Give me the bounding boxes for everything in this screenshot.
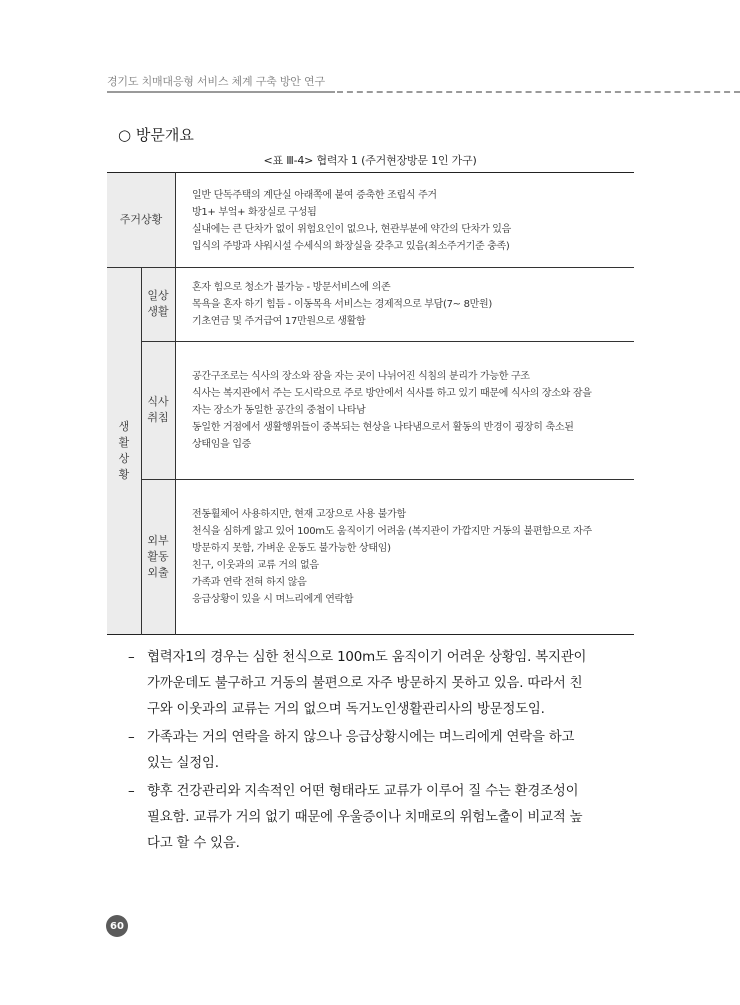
meal-sleep-line: 상태임을 입증 (192, 438, 252, 450)
housing-line: 방1+ 부엌+ 화장실로 구성됨 (192, 207, 317, 218)
meal-sleep-line: 동일한 거점에서 생활행위들이 중복되는 현상을 나타냄으로서 활동의 반경이 굉장히 축소된 (192, 421, 574, 433)
header-rule (107, 91, 335, 93)
bullet-mark: – (128, 650, 135, 665)
body-text (128, 645, 638, 859)
housing-line: 실내에는 큰 단차가 없이 위험요인이 없으나, 현관부분에 약간의 단차가 있음 (192, 224, 511, 235)
bullet-text (147, 725, 638, 777)
bullet-line: 가까운데도 불구하고 거동의 불편으로 자주 방문하지 못하고 있음. 따라서 친 (147, 676, 583, 691)
daily-life-label-cell (141, 267, 175, 341)
housing-line: 입식의 주방과 샤워시설 수세식의 화장실을 갖추고 있음(최소주거기준 충족) (192, 241, 510, 252)
outdoor-line: 천식을 심하게 앓고 있어 100m도 움직이기 어려움 (복지관이 가깝지만 거동의 불편함으로 자주 (192, 526, 592, 537)
meal-sleep-line: 공간구조로는 식사의 장소와 잠을 자는 곳이 나뉘어진 식침의 분리가 가능한 구조 (192, 370, 530, 382)
living-label-char: 황 (118, 468, 130, 481)
bullet-mark: – (128, 730, 135, 745)
meal-sleep-line: 식사는 복지관에서 주는 도시락으로 주로 방안에서 식사를 하고 있기 때문에 식사의 장소와 잠을 (192, 387, 592, 399)
meal-sleep-label-line: 취침 (147, 411, 169, 424)
outdoor-line: 전동휠체어 사용하지만, 현재 고장으로 사용 불가함 (192, 509, 406, 520)
meal-sleep-label-line: 식사 (147, 395, 169, 408)
table-column-rule (141, 267, 142, 635)
meal-sleep-content (175, 350, 626, 470)
table-row-rule (141, 341, 634, 342)
outdoor-label-line: 활동 (147, 550, 169, 563)
daily-life-label-line: 생활 (147, 305, 169, 318)
living-label-char: 활 (118, 436, 130, 449)
housing-label: 주거상황 (119, 212, 163, 226)
bullet-line: 필요함. 교류가 거의 없기 때문에 우울증이나 치매로의 위험노출이 비교적 높 (147, 810, 583, 825)
outdoor-line: 친구, 이웃과의 교류 거의 없음 (192, 560, 319, 571)
daily-life-line: 혼자 힘으로 청소가 불가능 - 방문서비스에 의존 (192, 281, 391, 293)
living-label-char: 생 (118, 420, 130, 433)
table-top-rule (107, 172, 634, 173)
bullet-item (128, 779, 638, 857)
section-heading: ○ 방문개요 (118, 126, 194, 144)
bullet-line: 있는 실정임. (147, 756, 219, 771)
daily-life-label-line: 일상 (147, 289, 169, 302)
outdoor-line: 응급상황이 있을 시 며느리에게 연락함 (192, 594, 354, 605)
page-number: 60 (106, 915, 128, 937)
meal-sleep-label-cell (141, 341, 175, 479)
bullet-line: 다고 할 수 있음. (147, 836, 240, 851)
housing-label-cell (107, 172, 175, 267)
outdoor-label-cell (141, 479, 175, 635)
living-label-cell (107, 267, 141, 635)
daily-life-line: 목욕을 혼자 하기 힘듬 - 이동목욕 서비스는 경제적으로 부담(7~ 8만원) (192, 298, 492, 310)
daily-life-content (175, 272, 626, 336)
bullet-item (128, 645, 638, 723)
header-dashed-rule (337, 91, 740, 93)
bullet-line: 구와 이웃과의 교류는 거의 없으며 독거노인생활관리사의 방문정도임. (147, 702, 545, 717)
housing-content (175, 182, 626, 260)
living-label-char: 상 (118, 452, 130, 465)
table-caption: <표 Ⅲ-4> 협력자 1 (주거현장방문 1인 가구) (263, 154, 477, 167)
outdoor-label-line: 외부 (147, 534, 169, 547)
table-row-rule (107, 267, 634, 268)
daily-life-line: 기초연금 및 주거급여 17만원으로 생활함 (192, 315, 366, 327)
outdoor-content (175, 488, 626, 626)
outdoor-label-line: 외출 (147, 566, 169, 579)
outdoor-line: 가족과 연락 전혀 하지 않음 (192, 577, 307, 588)
bullet-text (147, 645, 638, 723)
bullet-line: 향후 건강관리와 지속적인 어떤 형태라도 교류가 이루어 질 수는 환경조성이 (147, 784, 579, 799)
bullet-line: 협력자1의 경우는 심한 천식으로 100m도 움직이기 어려운 상황임. 복지관이 (147, 650, 587, 665)
meal-sleep-line: 자는 장소가 동일한 공간의 중첩이 나타남 (192, 404, 366, 416)
table-bottom-rule (107, 634, 634, 635)
info-table (107, 172, 634, 635)
table-column-rule (175, 172, 176, 635)
running-header: 경기도 치매대응형 서비스 체계 구축 방안 연구 (107, 75, 325, 88)
bullet-mark: – (128, 784, 135, 799)
bullet-line: 가족과는 거의 연락을 하지 않으나 응급상황시에는 며느리에게 연락을 하고 (147, 730, 575, 745)
bullet-item (128, 725, 638, 777)
outdoor-line: 방문하지 못함, 가벼운 운동도 불가능한 상태임) (192, 543, 391, 554)
bullet-text (147, 779, 638, 857)
table-row-rule (141, 479, 634, 480)
housing-line: 일반 단독주택의 계단실 아래쪽에 붙여 증축한 조립식 주거 (192, 190, 437, 201)
